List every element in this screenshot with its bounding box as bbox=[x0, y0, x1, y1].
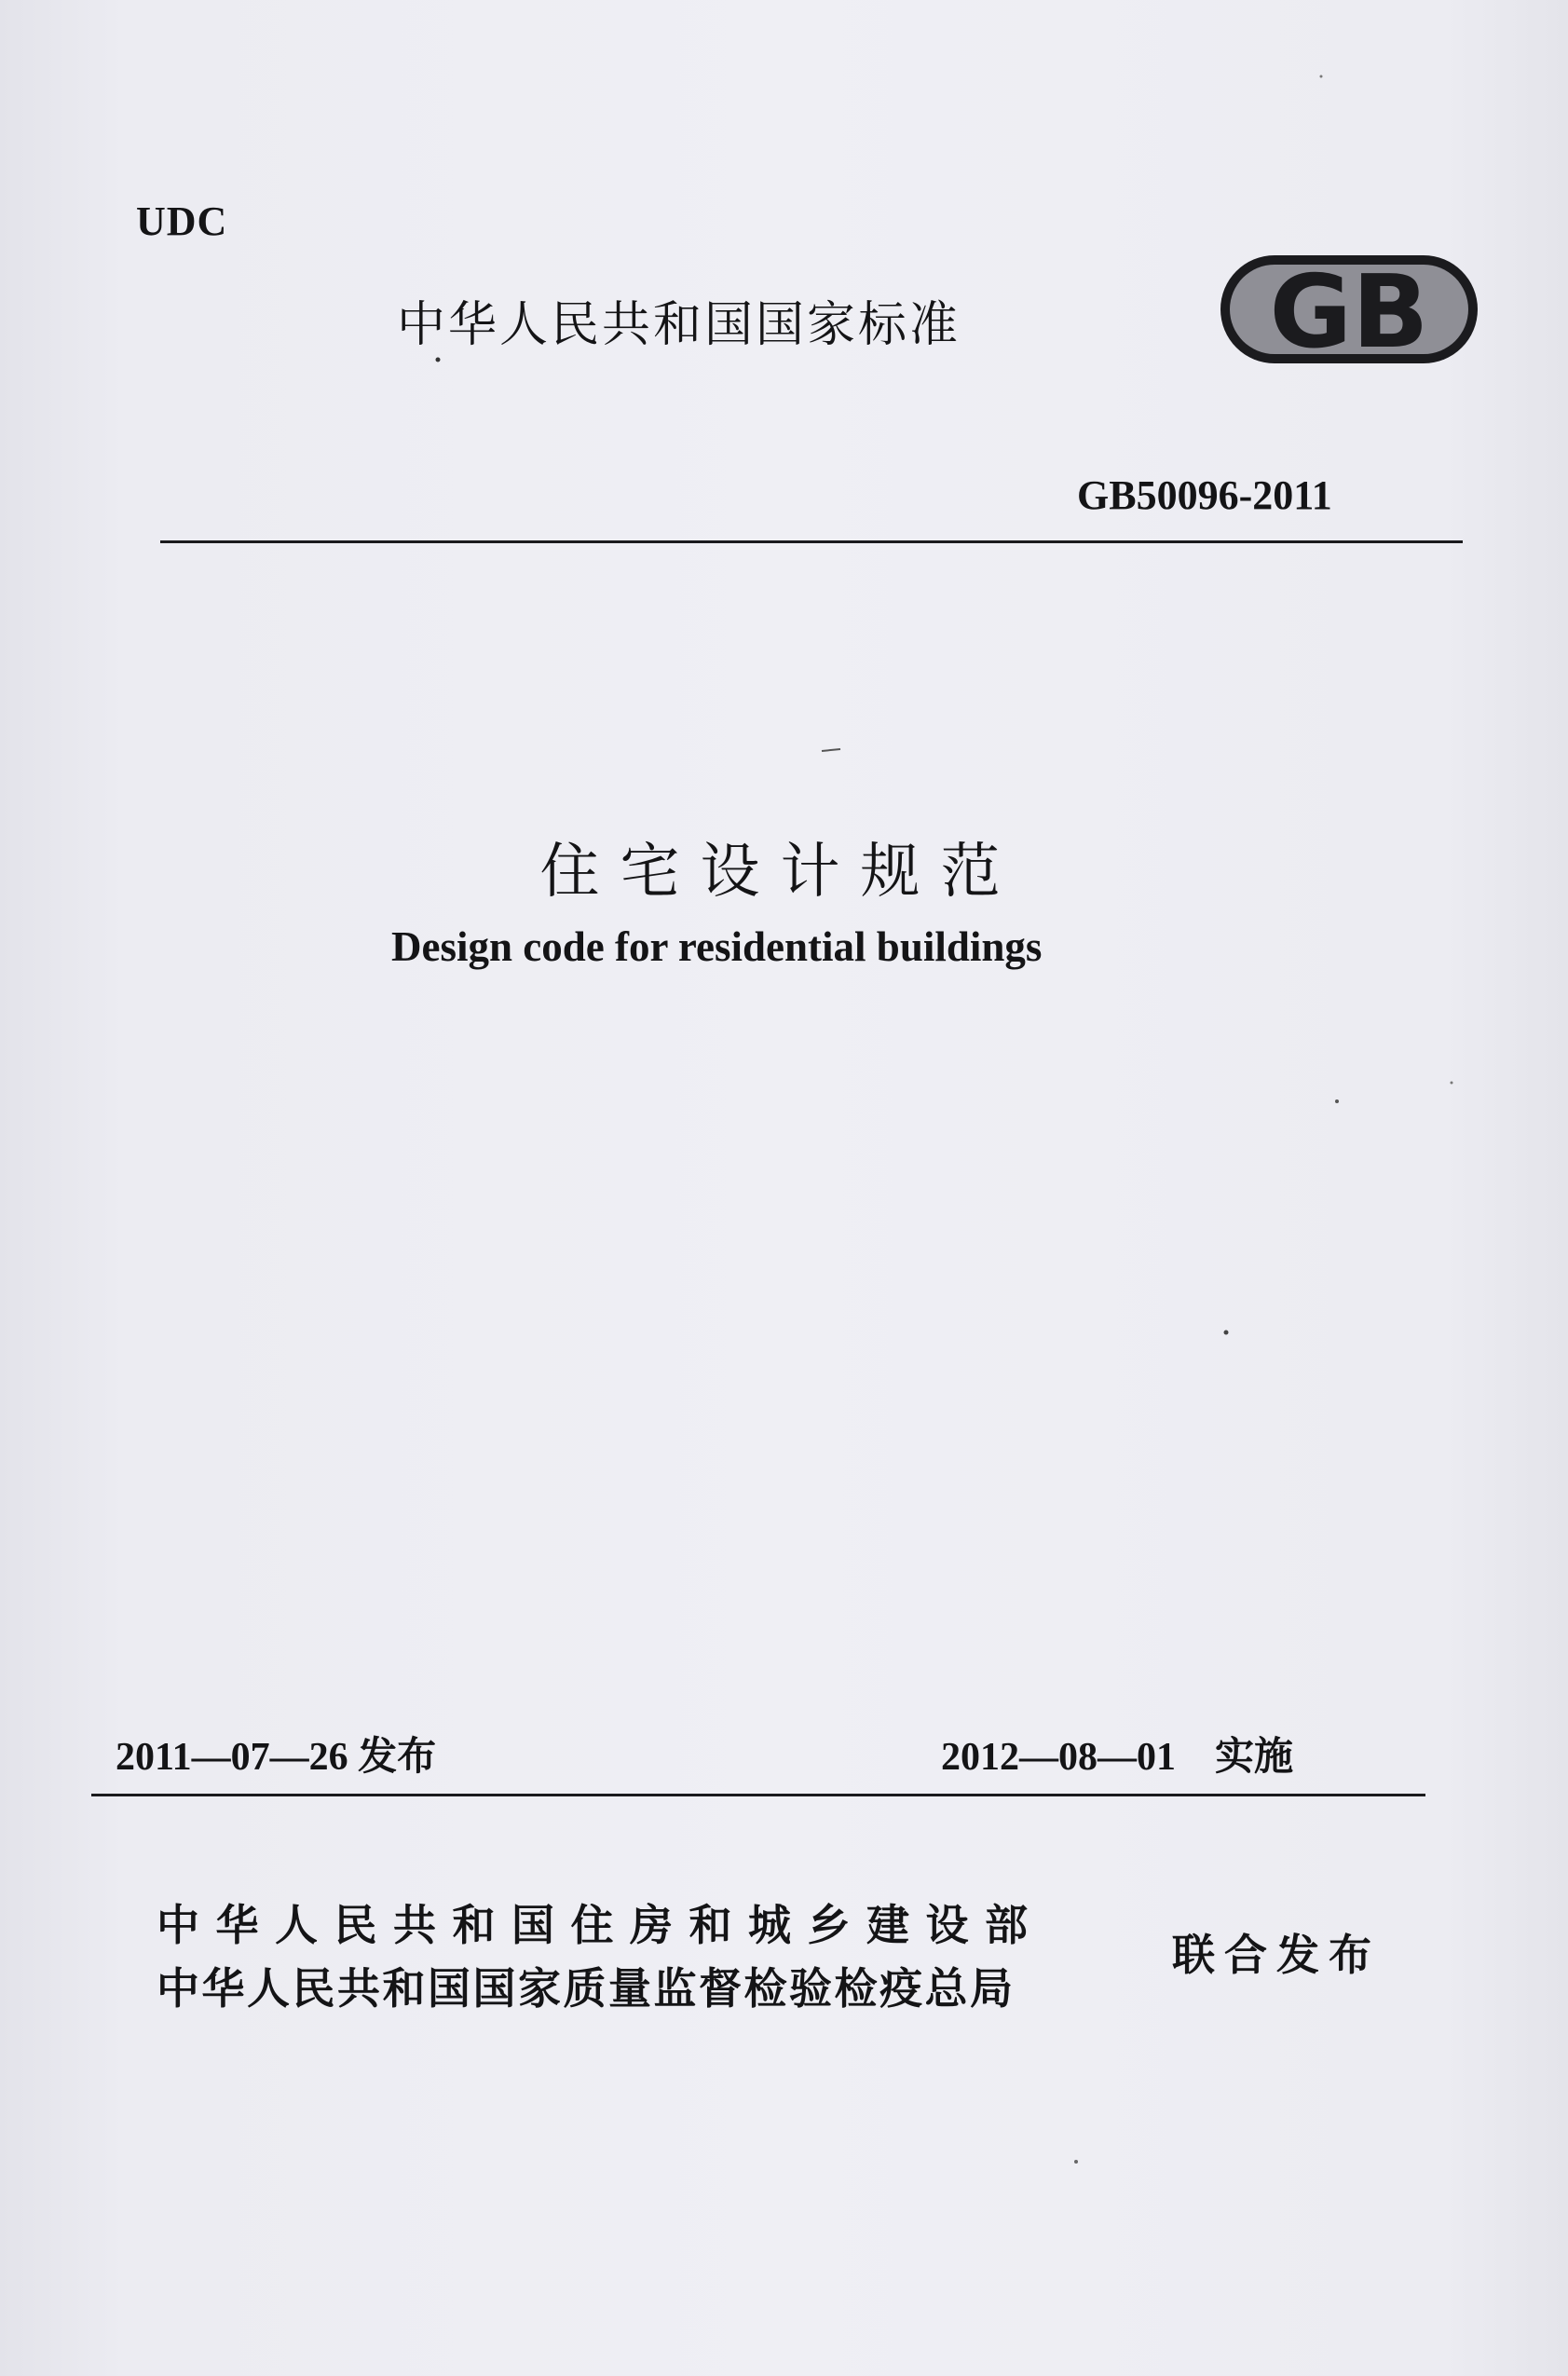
issuer-aqsiq: 中华人民共和国国家质量监督检验检疫总局 bbox=[157, 1963, 1016, 2014]
gb-logo-text: GB bbox=[1269, 254, 1429, 369]
chinese-title: 住宅设计规范 bbox=[539, 838, 1021, 907]
gb-logo-icon bbox=[1217, 250, 1481, 369]
issuer-ministry-housing: 中华人民共和国住房和城乡建设部 bbox=[157, 1900, 1044, 1950]
bottom-divider bbox=[91, 1794, 1425, 1796]
standard-code-number: GB50096-2011 bbox=[1077, 472, 1332, 518]
issue-date: 2011—07—26 发布 bbox=[116, 1736, 437, 1779]
joint-issue-label: 联合发布 bbox=[1172, 1930, 1381, 1980]
udc-label: UDC bbox=[136, 198, 228, 244]
top-divider bbox=[160, 540, 1463, 543]
english-title: Design code for residential buildings bbox=[391, 923, 1043, 970]
implementation-date: 2012—08—01 实施 bbox=[941, 1736, 1294, 1779]
national-standard-heading: 中华人民共和国国家标准 bbox=[397, 297, 961, 353]
